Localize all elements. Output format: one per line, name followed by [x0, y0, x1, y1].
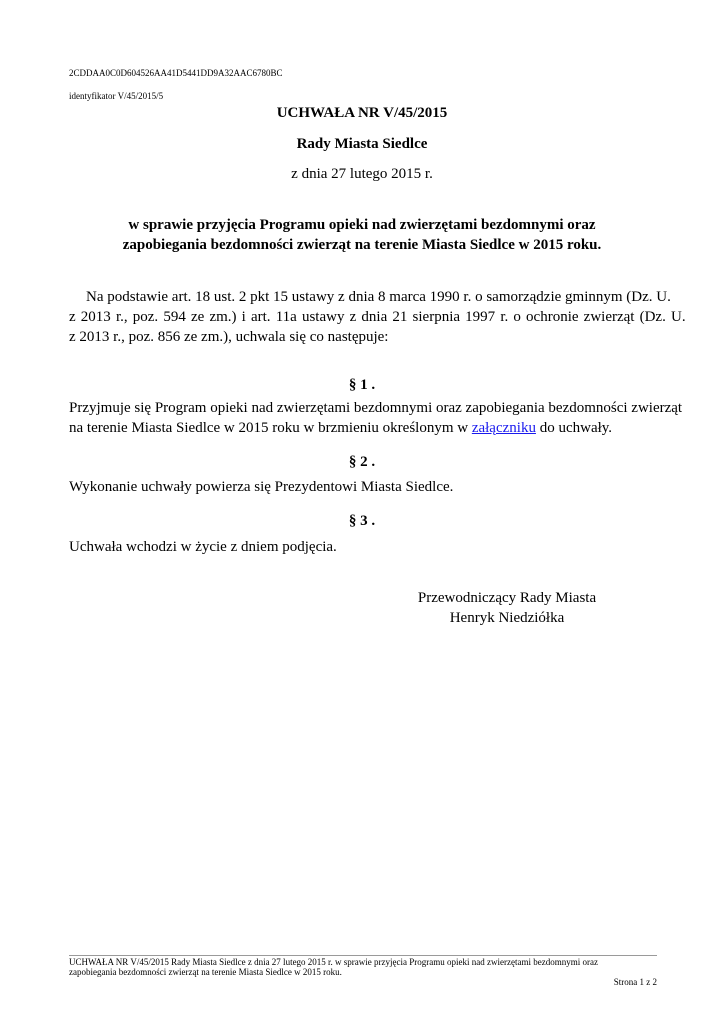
document-identifier: identyfikator V/45/2015/5: [69, 91, 164, 101]
resolution-subject: [0, 215, 724, 255]
section-text-1: [69, 398, 682, 438]
section-text-3: Uchwała wchodzi w życie z dniem podjęcia.: [69, 539, 337, 555]
signatory-name: Henryk Niedziółka: [449, 610, 565, 626]
document-hash: 2CDDAA0C0D604526AA41D5441DD9A32AAC6780BC: [69, 68, 283, 78]
council-name: Rady Miasta Siedlce: [296, 136, 428, 152]
preamble-line: z 2013 r., poz. 594 ze zm.) i art. 11a ustawy z dnia 21 sierpnia 1997 r. o ochronie zwierząt (Dz. U.: [69, 309, 686, 325]
section-heading-3: § 3 .: [348, 513, 376, 529]
resolution-title: UCHWAŁA NR V/45/2015: [276, 105, 448, 121]
footer-line: UCHWAŁA NR V/45/2015 Rady Miasta Siedlce z dnia 27 lutego 2015 r. w sprawie przyjęcia Programu opieki nad zwierzętami bezdomnymi oraz: [69, 957, 598, 967]
preamble-line: Na podstawie art. 18 ust. 2 pkt 15 ustawy z dnia 8 marca 1990 r. o samorządzie gminnym (Dz. U.: [86, 289, 671, 305]
footer-caption: [69, 957, 657, 977]
preamble-line: z 2013 r., poz. 856 ze zm.), uchwala się co następuje:: [69, 329, 389, 345]
section-1-line: Przyjmuje się Program opieki nad zwierzętami bezdomnymi oraz zapobiegania bezdomności zwierząt: [69, 400, 683, 416]
attachment-link[interactable]: załączniku: [471, 420, 536, 436]
section-1-text-before-link: na terenie Miasta Siedlce w 2015 roku w brzmieniu określonym w: [69, 420, 472, 436]
section-text-2: Wykonanie uchwały powierza się Prezydentowi Miasta Siedlce.: [69, 479, 454, 495]
section-heading-2: § 2 .: [348, 454, 376, 470]
subject-line: zapobiegania bezdomności zwierząt na terenie Miasta Siedlce w 2015 roku.: [122, 237, 602, 253]
section-1-text-after-link: do uchwały.: [535, 420, 613, 436]
section-heading-1: § 1 .: [348, 377, 376, 393]
section-1-line: [69, 418, 682, 438]
footer-divider: [69, 955, 657, 956]
subject-line: w sprawie przyjęcia Programu opieki nad zwierzętami bezdomnymi oraz: [128, 217, 596, 233]
page-number: Strona 1 z 2: [613, 977, 657, 987]
footer-line: zapobiegania bezdomności zwierząt na terenie Miasta Siedlce w 2015 roku.: [69, 967, 342, 977]
resolution-date: z dnia 27 lutego 2015 r.: [291, 166, 433, 182]
legal-basis-paragraph: [69, 287, 686, 347]
signatory-role: Przewodniczący Rady Miasta: [417, 590, 597, 606]
